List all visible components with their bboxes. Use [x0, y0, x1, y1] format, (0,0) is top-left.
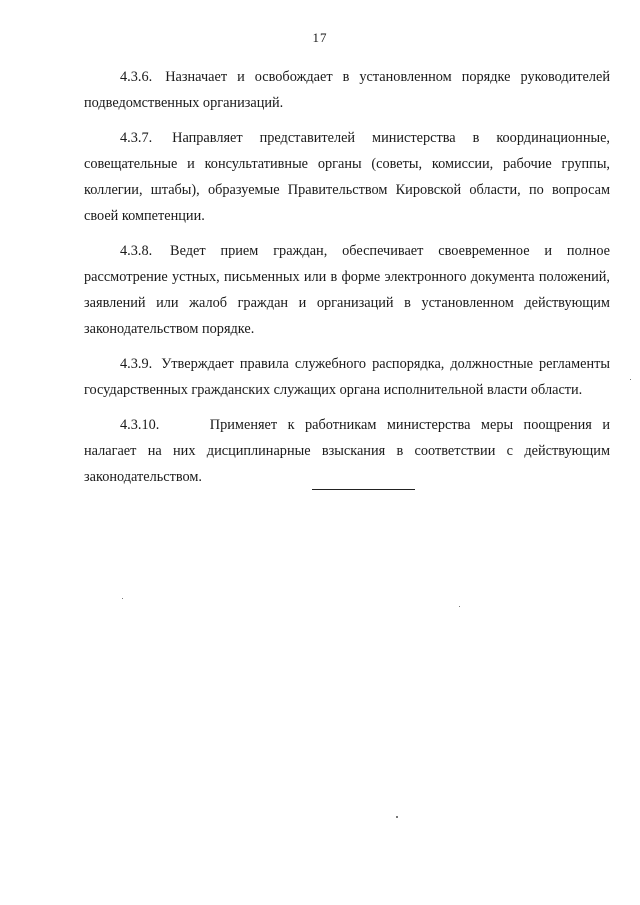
paragraph-4-3-10: [84, 412, 610, 490]
paragraph-4-3-9: [84, 351, 610, 403]
paragraph-number: 4.3.10.: [120, 417, 160, 433]
end-of-document-rule: [312, 489, 415, 490]
scan-speck: [396, 816, 398, 818]
paragraph-number: 4.3.7.: [120, 130, 153, 146]
document-body: [84, 64, 610, 499]
scan-speck: [122, 598, 123, 599]
paragraph-text: Утверждает правила служебного распорядка, должностные регламенты государственных гражданских служащих органа исполнительной власти области.: [84, 356, 610, 398]
paragraph-4-3-8: [84, 238, 610, 342]
paragraph-4-3-7: [84, 125, 610, 229]
paragraph-number: 4.3.9.: [120, 356, 153, 372]
scan-speck: [630, 379, 631, 380]
paragraph-4-3-6: [84, 64, 610, 116]
page-number: 17: [312, 30, 328, 45]
paragraph-text: Применяет к работникам министерства меры поощрения и налагает на них дисциплинарные взыскания в соответствии с действующим законодательством.: [84, 417, 610, 485]
paragraph-text: Направляет представителей министерства в координационные, совещательные и консультативные органы (советы, комиссии, рабочие группы, коллегии, штабы), образуемые Правительством Кировской области, по вопросам своей компетенции.: [84, 130, 610, 224]
scan-speck: [459, 606, 460, 607]
paragraph-number: 4.3.8.: [120, 243, 153, 259]
paragraph-text: Ведет прием граждан, обеспечивает своевременное и полное рассмотрение устных, письменных или в форме электронного документа положений, заявлений или жалоб граждан и организаций в установленном действующим законодательством порядке.: [84, 243, 611, 337]
paragraph-text: Назначает и освобождает в установленном порядке руководителей подведомственных организаций.: [84, 69, 611, 111]
paragraph-number: 4.3.6.: [120, 69, 153, 85]
